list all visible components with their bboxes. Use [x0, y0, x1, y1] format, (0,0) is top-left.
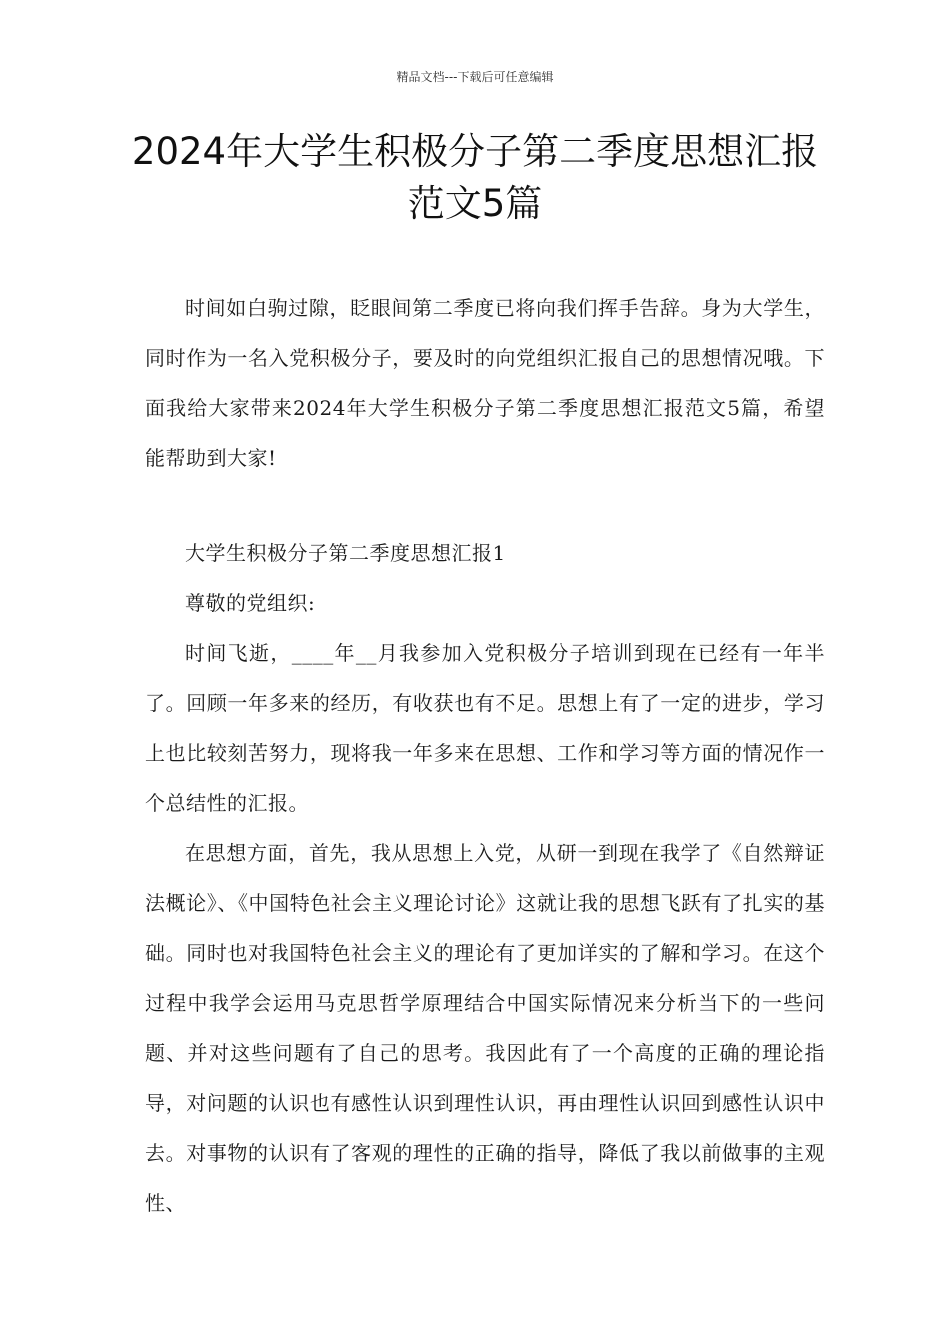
document-title: 2024年大学生积极分子第二季度思想汇报范文5篇	[131, 130, 819, 225]
body-paragraph-1: 时间飞逝，____年__月我参加入党积极分子培训到现在已经有一年半了。回顾一年多来的经历，有收获也有不足。思想上有了一定的进步，学习上也比较刻苦努力，现将我一年多来在思想、工作和学习等方面的情况作一个总结性的汇报。	[145, 641, 825, 815]
intro-block	[145, 283, 825, 483]
intro-paragraph: 时间如白驹过隙，眨眼间第二季度已将向我们挥手告辞。身为大学生，同时作为一名入党积极分子，要及时的向党组织汇报自己的思想情况哦。下面我给大家带来2024年大学生积极分子第二季度思想汇报范文5篇，希望能帮助到大家!	[145, 296, 825, 470]
header-note: 精品文档---下载后可任意编辑	[396, 70, 554, 84]
salutation: 尊敬的党组织:	[185, 591, 316, 615]
body-paragraph-2: 在思想方面，首先，我从思想上入党，从研一到现在我学了《自然辩证法概论》、《中国特色社会主义理论讨论》这就让我的思想飞跃有了扎实的基础。同时也对我国特色社会主义的理论有了更加详实的了解和学习。在这个过程中我学会运用马克思哲学原理结合中国实际情况来分析当下的一些问题、并对这些问题有了自己的思考。我因此有了一个高度的正确的理论指导，对问题的认识也有感性认识到理性认识，再由理性认识回到感性认识中去。对事物的认识有了客观的理性的正确的指导，降低了我以前做事的主观性、	[145, 841, 825, 1215]
section-block	[145, 528, 825, 1228]
section-heading: 大学生积极分子第二季度思想汇报1	[185, 541, 506, 565]
